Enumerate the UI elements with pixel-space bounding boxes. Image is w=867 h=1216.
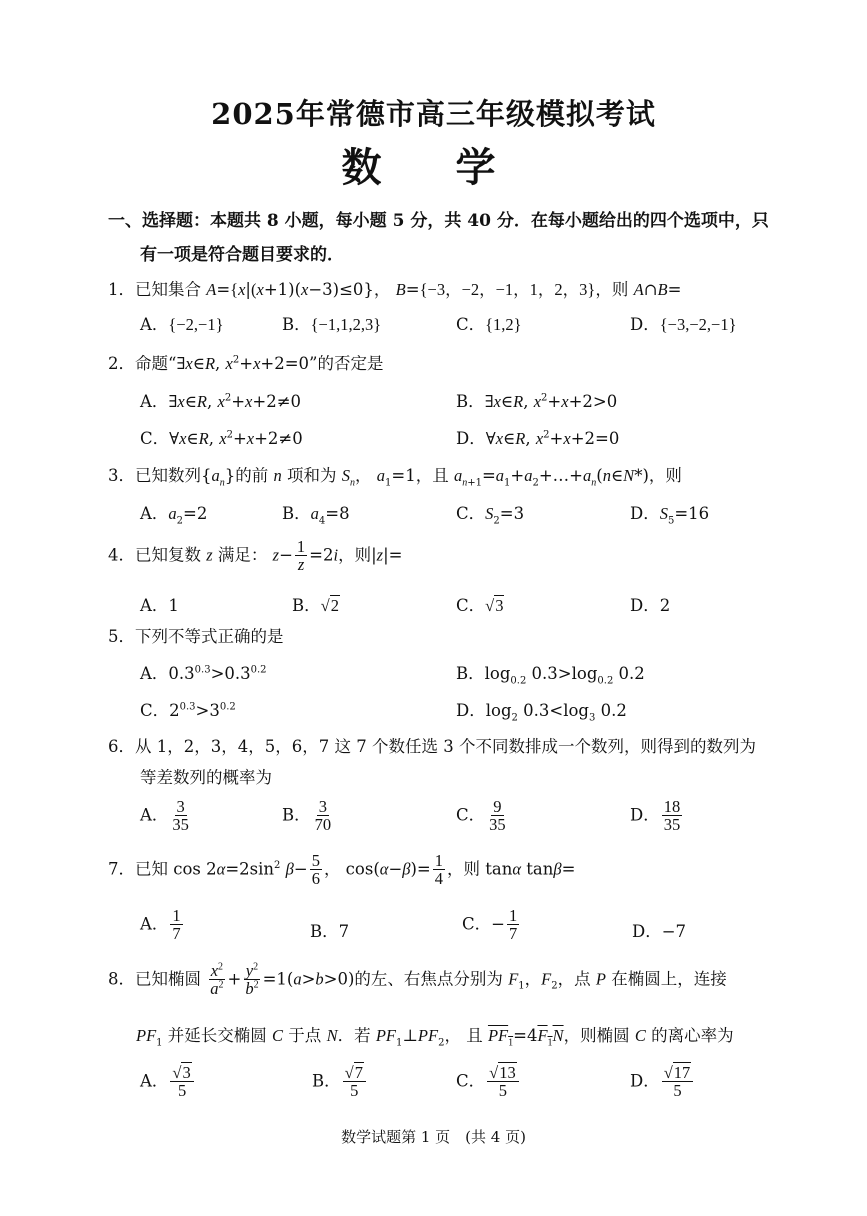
question-number: 1． bbox=[108, 280, 135, 299]
question-7: 7．已知 $\cos 2\alpha=2\sin^2$ β− $\frac{5}{6}$ ， cos(α−β)= $\frac{1}{4}$ ，则 tanα tanβ= bbox=[108, 851, 576, 889]
q5-option-d[interactable]: D．$\log_2 0.3<\log_3$ 0.2 bbox=[456, 701, 627, 724]
question-6-line2: 等差数列的概率为 bbox=[140, 768, 272, 787]
section-instructions-line1: 一、选择题：本题共 8 小题，每小题 5 分，共 40 分．在每小题给出的四个选项中，只 bbox=[108, 211, 769, 231]
question-1: 1．已知集合 A={x|(x+1)(x−3)≤0}， B={−3，−2，−1，1，2，3}，则 A∩B= bbox=[108, 280, 682, 299]
q4-option-b[interactable]: B．√2 bbox=[292, 596, 339, 615]
exam-title: 2025年常德市高三年级模拟考试 bbox=[211, 97, 656, 131]
q6-option-c[interactable]: C． $\frac{9}{35}$ bbox=[456, 797, 506, 835]
q2-option-a[interactable]: A．∃x∈R, $x^2+x+2\ne 0$ bbox=[140, 392, 302, 411]
q1-option-c[interactable]: C．{1,2} bbox=[456, 315, 522, 334]
q8-option-a[interactable]: A． $\frac{√3}{5}$ bbox=[140, 1064, 196, 1100]
q4-option-a[interactable]: A．1 bbox=[140, 596, 179, 615]
q7-option-b[interactable]: B．7 bbox=[310, 922, 350, 941]
q7-option-c[interactable]: C．− $\frac{1}{7}$ bbox=[462, 906, 518, 944]
question-6: 6．从 1，2，3，4，5，6，7 这 7 个数任选 3 个不同数排成一个数列，则得到的数列为 bbox=[108, 737, 756, 756]
q8-option-c[interactable]: C． $\frac{√13}{5}$ bbox=[456, 1064, 521, 1100]
q6-option-a[interactable]: A． $\frac{3}{35}$ bbox=[140, 797, 189, 835]
q7-option-a[interactable]: A． $\frac{1}{7}$ bbox=[140, 906, 181, 944]
question-8-line2: $PF_1$ 并延长交椭圆 C 于点 N．若 $PF_1\perp PF_2$， 且 $PF_1=4F_1N$，则椭圆 C 的离心率为 bbox=[136, 1026, 734, 1049]
q2-option-c[interactable]: C．∀x∈R, $x^2+x+2\ne 0$ bbox=[140, 429, 303, 448]
q7-option-d[interactable]: D．−7 bbox=[632, 922, 687, 941]
question-5: 5．下列不等式正确的是 bbox=[108, 627, 284, 646]
page-footer: 数学试题第 1 页 (共 4 页) bbox=[341, 1128, 526, 1146]
subject-heading: 数 学 bbox=[341, 144, 526, 191]
q5-option-a[interactable]: A．$0.3^{0.3}>0.3^{0.2}$ bbox=[140, 664, 267, 683]
q4-option-c[interactable]: C．√3 bbox=[456, 596, 504, 615]
q3-option-b[interactable]: B．$a_4=8$ bbox=[282, 504, 350, 527]
q6-option-d[interactable]: D． $\frac{18}{35}$ bbox=[630, 797, 681, 835]
q2-option-d[interactable]: D．∀x∈R, $x^2+x+2=0$ bbox=[456, 429, 620, 448]
q8-option-b[interactable]: B． $\frac{√7}{5}$ bbox=[312, 1064, 368, 1100]
q8-option-d[interactable]: D． $\frac{√17}{5}$ bbox=[630, 1064, 695, 1100]
section-instructions-line2: 有一项是符合题目要求的． bbox=[140, 245, 344, 265]
question-8: 8．已知椭圆 $\frac{x^2}{a^2}$ + $\frac{y^2}{b^2}$ =1(a>b>0)的左、右焦点分别为 $F_1$，$F_2$，点 P 在椭圆上，连接 bbox=[108, 961, 727, 999]
q3-option-d[interactable]: D．$S_5=16$ bbox=[630, 504, 710, 527]
q1-option-d[interactable]: D．{−3,−2,−1} bbox=[630, 315, 737, 334]
q6-option-b[interactable]: B． $\frac{3}{70}$ bbox=[282, 797, 332, 835]
q5-option-c[interactable]: C．$2^{0.3}>3^{0.2}$ bbox=[140, 701, 236, 720]
question-4: 4．已知复数 z 满足： z− $\frac{1}{z}$ =2i，则|z|= bbox=[108, 537, 403, 575]
q1-option-b[interactable]: B．{−1,1,2,3} bbox=[282, 315, 382, 334]
q2-option-b[interactable]: B．∃x∈R, $x^2+x+2>0$ bbox=[456, 392, 618, 411]
q5-option-b[interactable]: B．$\log_{0.2} 0.3>\log_{0.2}$ 0.2 bbox=[456, 664, 645, 687]
q1-option-a[interactable]: A．{−2,−1} bbox=[140, 315, 224, 334]
q4-option-d[interactable]: D．2 bbox=[630, 596, 671, 615]
question-2: 2．命题“∃x∈R, $x^2+x+2=0$”的否定是 bbox=[108, 354, 384, 373]
q3-option-a[interactable]: A．$a_2=2$ bbox=[140, 504, 208, 527]
q3-option-c[interactable]: C．$S_2=3$ bbox=[456, 504, 525, 527]
question-3: 3．已知数列$\{a_n\}$的前 n 项和为 $S_n$， $a_1=1$，且 $a_{n+1}=a_1+a_2+\dots+a_n(n\in N*)$，则 bbox=[108, 466, 682, 489]
